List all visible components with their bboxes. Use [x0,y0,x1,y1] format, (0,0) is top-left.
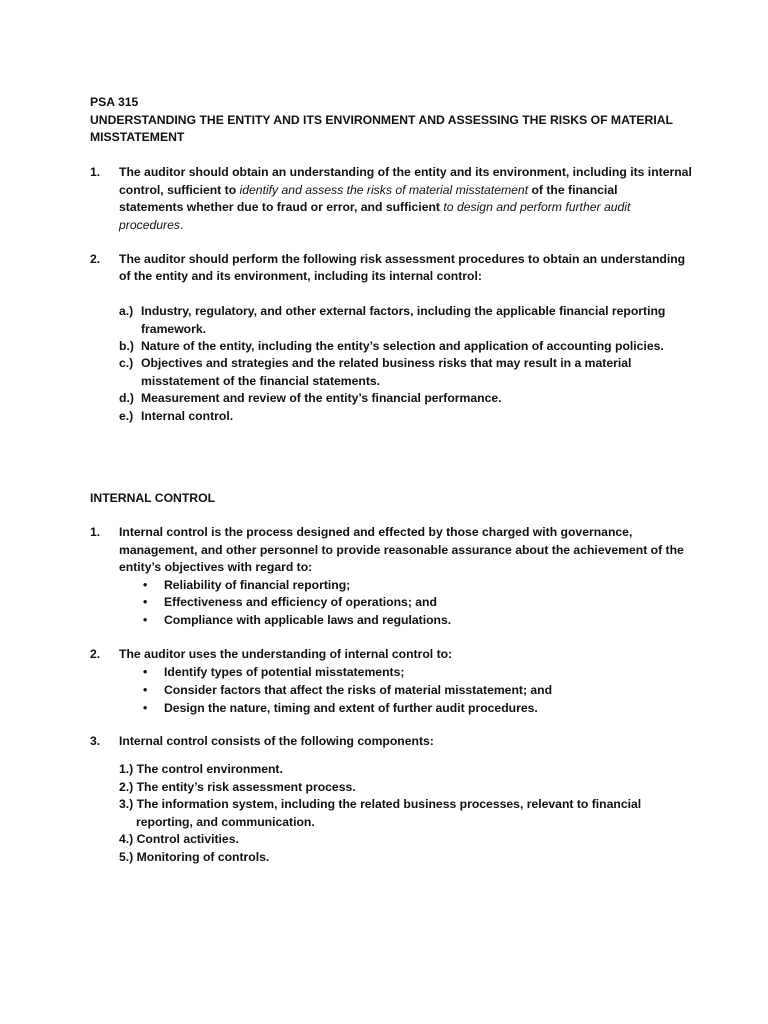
item-text-line: management, and other personnel to provide reasonable assurance about the achievement of the [119,543,684,557]
subitem-text-line: misstatement of the financial statements. [141,374,381,388]
subitem-text-line: Industry, regulatory, and other external factors, including the applicable financial reporting [141,304,666,318]
subitem-text-line: framework. [141,322,207,336]
item-number: 2. [90,252,101,266]
text-run: . [179,218,184,232]
emphasis-text: to design and perform further audit [443,200,631,214]
emphasis-text: procedures [119,218,180,232]
item-text-line: entity’s objectives with regard to: [119,560,313,574]
bullet-text: Reliability of financial reporting; [164,578,351,592]
bullet-icon: • [143,595,148,609]
component-item: 4.) Control activities. [119,832,239,846]
section-heading: INTERNAL CONTROL [90,491,216,505]
item-text-line [119,733,434,751]
emphasis-text: components: [357,734,434,748]
emphasis-text: identify and assess the risks of material misstatement [239,183,529,197]
bullet-text: Compliance with applicable laws and regulations. [164,613,452,627]
text-run: of the financial [528,183,618,197]
item-text-line: Internal control is the process designed and effected by those charged with governance, [119,525,633,539]
item-number: 1. [90,525,101,539]
bullet-icon: • [143,613,148,627]
item-text-line [119,182,617,200]
component-item: 2.) The entity’s risk assessment process. [119,780,356,794]
bullet-text: Identify types of potential misstatements; [164,665,405,679]
item-text-line [119,217,183,235]
item-number: 3. [90,734,101,748]
item-text-line: of the entity and its environment, including its internal control: [119,269,482,283]
subitem-text-line: Objectives and strategies and the related business risks that may result in a material [141,356,632,370]
subitem-label: d.) [119,391,134,405]
bullet-text: Consider factors that affect the risks of material misstatement; and [164,683,553,697]
bullet-text: Design the nature, timing and extent of further audit procedures. [164,701,538,715]
bullet-text: Effectiveness and efficiency of operations; and [164,595,437,609]
text-run: Internal control consists of the following [119,734,358,748]
component-item: 5.) Monitoring of controls. [119,850,270,864]
item-text-line: The auditor uses the understanding of internal control to: [119,647,453,661]
bullet-icon: • [143,665,148,679]
subitem-label: b.) [119,339,134,353]
document-title-line-1: UNDERSTANDING THE ENTITY AND ITS ENVIRONMENT AND ASSESSING THE RISKS OF MATERIAL [90,113,673,127]
subitem-text-line: Measurement and review of the entity’s financial performance. [141,391,502,405]
text-run: control, sufficient to [119,183,240,197]
bullet-icon: • [143,578,148,592]
subitem-label: a.) [119,304,134,318]
item-text-line: The auditor should perform the following risk assessment procedures to obtain an understanding [119,252,686,266]
document-code: PSA 315 [90,95,139,109]
item-number: 1. [90,165,101,179]
bullet-icon: • [143,701,148,715]
bullet-icon: • [143,683,148,697]
subitem-text-line: Internal control. [141,409,234,423]
item-number: 2. [90,647,101,661]
subitem-label: c.) [119,356,134,370]
item-text-line: The auditor should obtain an understanding of the entity and its environment, including its internal [119,165,692,179]
component-item-continued: reporting, and communication. [136,815,315,829]
component-item: 1.) The control environment. [119,762,283,776]
item-text-line [119,199,630,217]
subitem-label: e.) [119,409,134,423]
subitem-text-line: Nature of the entity, including the entity’s selection and application of accounting policies. [141,339,664,353]
text-run: statements whether due to fraud or error, and sufficient [119,200,444,214]
document-title-line-2: MISSTATEMENT [90,130,185,144]
component-item: 3.) The information system, including the related business processes, relevant to financial [119,797,642,811]
